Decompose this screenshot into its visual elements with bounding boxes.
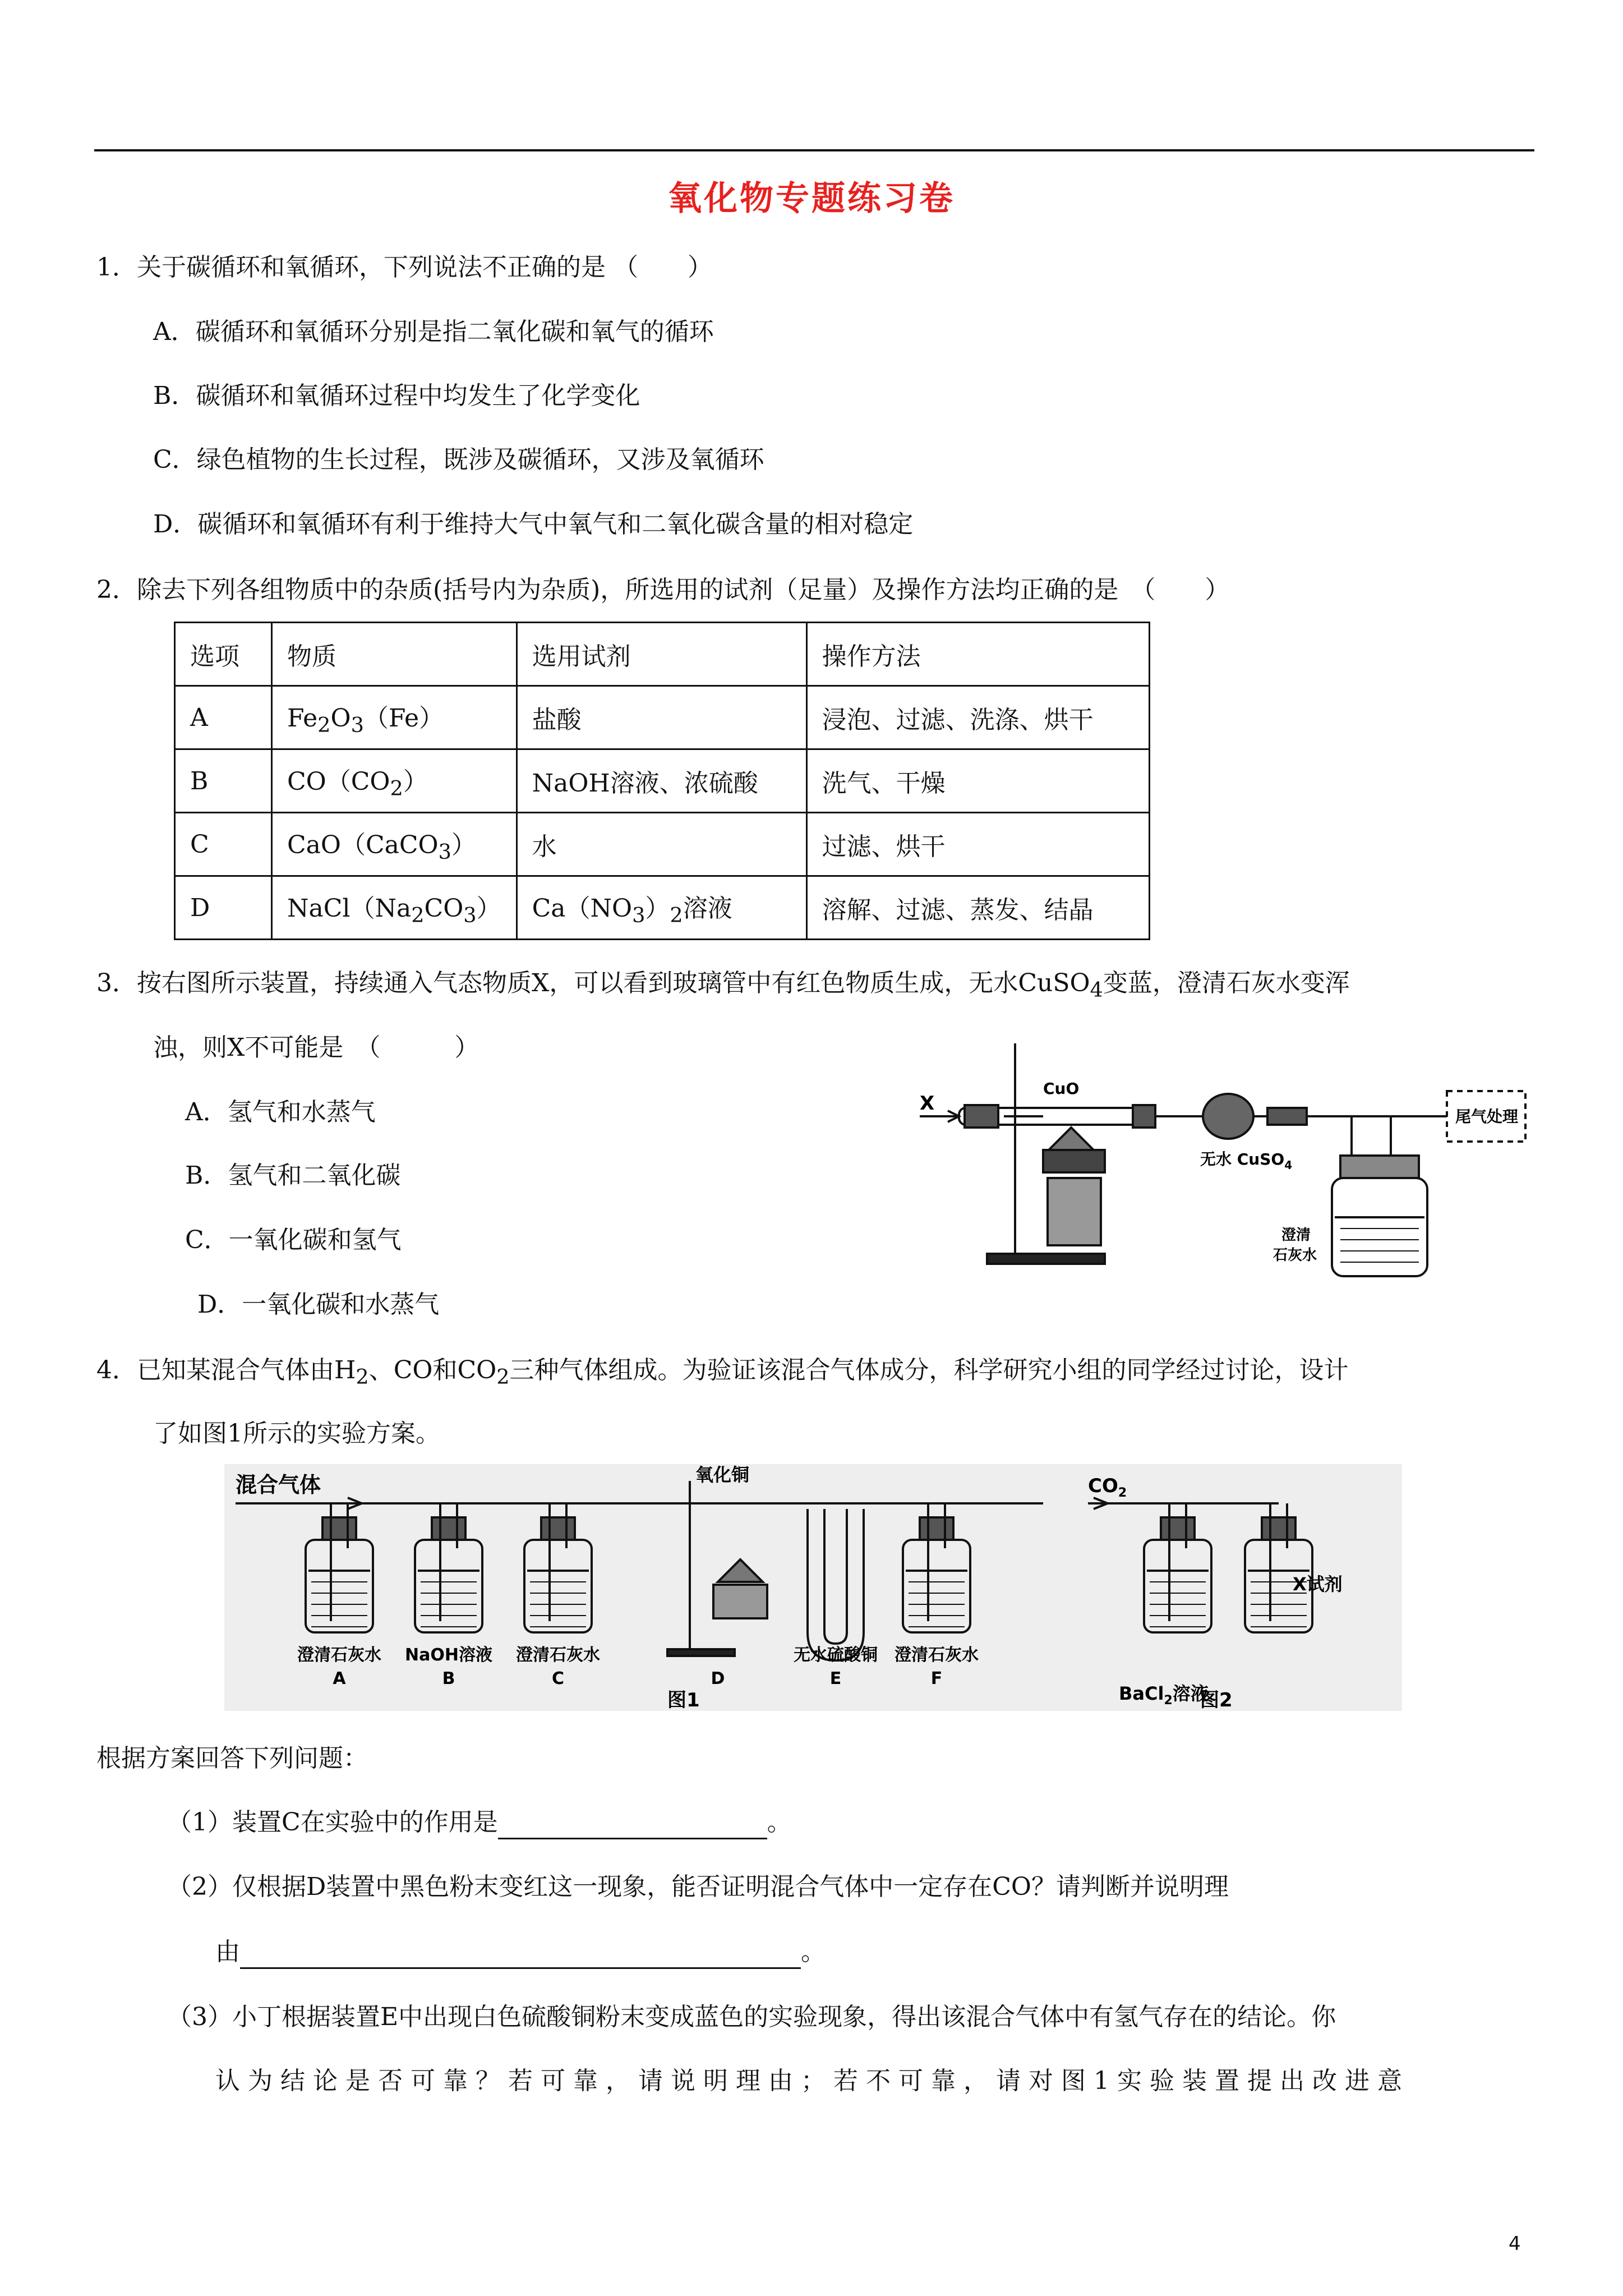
q4-intro: 根据方案回答下列问题： bbox=[96, 1744, 368, 1773]
reagent-cell: 盐酸 bbox=[517, 686, 806, 749]
q3-option-a: A．氢气和水蒸气 bbox=[185, 1098, 376, 1126]
copper-oxide-label: 氧化铜 bbox=[695, 1464, 750, 1485]
table-row bbox=[175, 876, 1150, 940]
apparatus-letter-label: E bbox=[829, 1669, 842, 1688]
header-rule bbox=[94, 149, 1534, 151]
apparatus-letter-label: D bbox=[711, 1669, 725, 1688]
exhaust-label: 尾气处理 bbox=[1455, 1107, 1519, 1126]
q4-sub2-line1: （2）仅根据D装置中黑色粉末变红这一现象，能否证明混合气体中一定存在CO？请判断并说明理 bbox=[167, 1872, 1229, 1901]
substance-cell: $Fe_2O_3(Fe)$ bbox=[272, 686, 517, 749]
q2-options-table bbox=[174, 622, 1150, 940]
q3-option-d: D．一氧化碳和水蒸气 bbox=[197, 1290, 440, 1319]
answer-blank-2[interactable] bbox=[240, 1939, 801, 1969]
q1-option-d: D．碳循环和氧循环有利于维持大气中氧气和二氧化碳含量的相对稳定 bbox=[153, 510, 914, 539]
q3-stem-line2: 浊，则X不可能是 （ ） bbox=[153, 1033, 479, 1062]
mixed-gas-label: 混合气体 bbox=[236, 1473, 321, 1497]
reagent-cell: NaOH溶液、浓硫酸 bbox=[517, 749, 806, 813]
option-cell: C bbox=[175, 813, 272, 876]
apparatus-name-label: 澄清石灰水 bbox=[516, 1645, 600, 1665]
q4-sub2-line2: 由 。 bbox=[215, 1935, 826, 1969]
reagent-cell: $Ca(NO_3)_2$溶液 bbox=[517, 876, 806, 940]
x-reagent-label: X试剂 bbox=[1293, 1573, 1343, 1595]
cuo-label: CuO bbox=[1043, 1079, 1080, 1098]
table-row bbox=[175, 813, 1150, 876]
option-cell: A bbox=[175, 686, 272, 749]
reagent-cell: 水 bbox=[517, 813, 806, 876]
apparatus-name-label: NaOH溶液 bbox=[405, 1645, 492, 1665]
fig2-caption: 图2 bbox=[1200, 1689, 1233, 1711]
table-row bbox=[175, 686, 1150, 749]
apparatus-letter-label: F bbox=[930, 1669, 943, 1688]
apparatus-name-label: 无水硫酸铜 bbox=[794, 1645, 878, 1665]
table-header-cell: 选项 bbox=[175, 623, 272, 686]
q3-stem: 3．按右图所示装置，持续通入气态物质X，可以看到玻璃管中有红色物质生成，无水CuSO$_4$变蓝，澄清石灰水变浑 bbox=[96, 969, 1350, 1002]
apparatus-letter-label: C bbox=[551, 1669, 565, 1688]
apparatus-letter-label: A bbox=[333, 1669, 346, 1688]
anhydrous-cuso4-label: 无水 CuSO$_4$ bbox=[1200, 1150, 1293, 1172]
substance-cell: CaO（CaCO$_3$） bbox=[272, 813, 517, 876]
page-title: 氧化物专题练习卷 bbox=[668, 179, 955, 218]
q4-sub3-line2: 认为结论是否可靠？若可靠，请说明理由；若不可靠，请对图1实验装置提出改进意 bbox=[215, 2067, 1410, 2095]
q4-sub1: （1）装置C在实验中的作用是 。 bbox=[167, 1806, 792, 1839]
operation-cell: 溶解、过滤、蒸发、结晶 bbox=[806, 876, 1149, 940]
page-number: 4 bbox=[1509, 2233, 1521, 2255]
fig1-caption: 图1 bbox=[667, 1689, 700, 1711]
substance-cell: $NaCl(Na_2CO_3)$ bbox=[272, 876, 517, 940]
bacl2-label: BaCl$_2$溶液 bbox=[1119, 1683, 1209, 1708]
answer-blank-1[interactable] bbox=[498, 1810, 767, 1839]
operation-cell: 过滤、烘干 bbox=[806, 813, 1149, 876]
x-inlet-label: X bbox=[920, 1092, 935, 1115]
q3-option-c: C．一氧化碳和氢气 bbox=[185, 1226, 402, 1254]
apparatus-name-label: 澄清石灰水 bbox=[297, 1645, 381, 1665]
apparatus-letter-label: B bbox=[442, 1669, 455, 1688]
apparatus-name-label: 澄清石灰水 bbox=[895, 1645, 979, 1665]
table-header-cell: 物质 bbox=[272, 623, 517, 686]
option-cell: D bbox=[175, 876, 272, 940]
table-header-cell: 操作方法 bbox=[806, 623, 1149, 686]
operation-cell: 浸泡、过滤、洗涤、烘干 bbox=[806, 686, 1149, 749]
q4-apparatus-figure bbox=[224, 1464, 1402, 1711]
table-header-cell: 选用试剂 bbox=[517, 623, 806, 686]
option-cell: B bbox=[175, 749, 272, 813]
q3-apparatus-figure bbox=[909, 1038, 1537, 1290]
co2-label: $CO_2$ bbox=[1088, 1475, 1127, 1500]
q4-sub3-line1: （3）小丁根据装置E中出现白色硫酸铜粉末变成蓝色的实验现象，得出该混合气体中有氢气存在的结论。你 bbox=[167, 2003, 1336, 2031]
limewater-label-1: 澄清 bbox=[1281, 1227, 1311, 1244]
q1-option-a: A．碳循环和氧循环分别是指二氧化碳和氧气的循环 bbox=[153, 318, 714, 346]
q4-stem-line2: 了如图1所示的实验方案。 bbox=[153, 1419, 440, 1448]
operation-cell: 洗气、干燥 bbox=[806, 749, 1149, 813]
q2-stem: 2．除去下列各组物质中的杂质(括号内为杂质)，所选用的试剂（足量）及操作方法均正确的是 （ ） bbox=[96, 576, 1230, 604]
q4-stem: 4．已知某混合气体由$H_2$、CO和$CO_2$三种气体组成。为验证该混合气体成分，科学研究小组的同学经过讨论，设计 bbox=[96, 1356, 1349, 1389]
table-header-row bbox=[175, 623, 1150, 686]
q1-stem: 1．关于碳循环和氧循环，下列说法不正确的是 （ ） bbox=[96, 253, 712, 282]
table-row bbox=[175, 749, 1150, 813]
q3-option-b: B．氢气和二氧化碳 bbox=[185, 1161, 401, 1190]
q1-option-c: C．绿色植物的生长过程，既涉及碳循环，又涉及氧循环 bbox=[153, 445, 764, 474]
q1-option-b: B．碳循环和氧循环过程中均发生了化学变化 bbox=[153, 381, 640, 410]
limewater-label-2: 石灰水 bbox=[1273, 1247, 1317, 1264]
substance-cell: $CO(CO_2)$ bbox=[272, 749, 517, 813]
